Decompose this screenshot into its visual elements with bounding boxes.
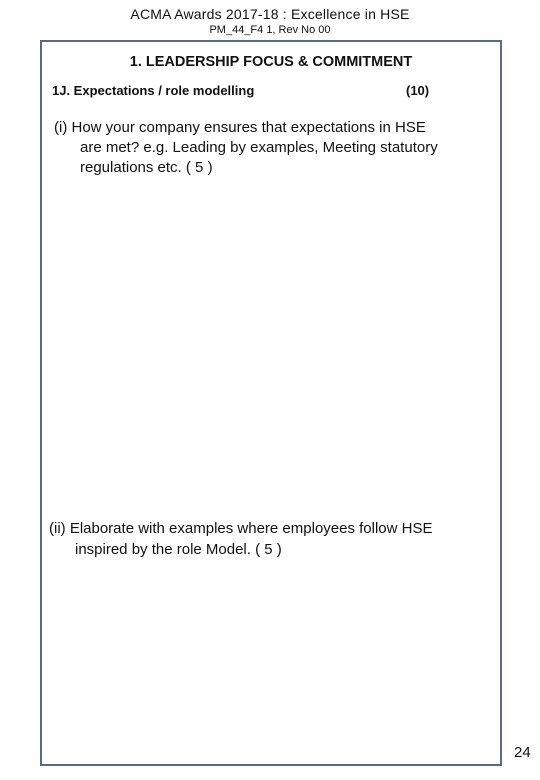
- document-title: ACMA Awards 2017-18 : Excellence in HSE: [130, 6, 410, 22]
- sub-heading-marks: (10): [406, 83, 430, 98]
- question-2-line-2: inspired by the role Model. ( 5 ): [75, 541, 282, 558]
- document-reference: PM_44_F4 1, Rev No 00: [209, 24, 331, 36]
- question-2-line-1: (ii) Elaborate with examples where employees follow HSE: [49, 520, 433, 537]
- page-number: 24: [514, 744, 531, 761]
- section-title: 1. LEADERSHIP FOCUS & COMMITMENT: [129, 54, 413, 70]
- question-1: [54, 118, 484, 178]
- question-1-line-2: are met? e.g. Leading by examples, Meeting statutory: [80, 139, 438, 156]
- sub-heading: 1J. Expectations / role modelling: [52, 83, 255, 98]
- question-1-line-1: (i) How your company ensures that expectations in HSE: [54, 119, 426, 136]
- question-1-line-3: regulations etc. ( 5 ): [80, 159, 213, 176]
- question-2: [49, 518, 489, 560]
